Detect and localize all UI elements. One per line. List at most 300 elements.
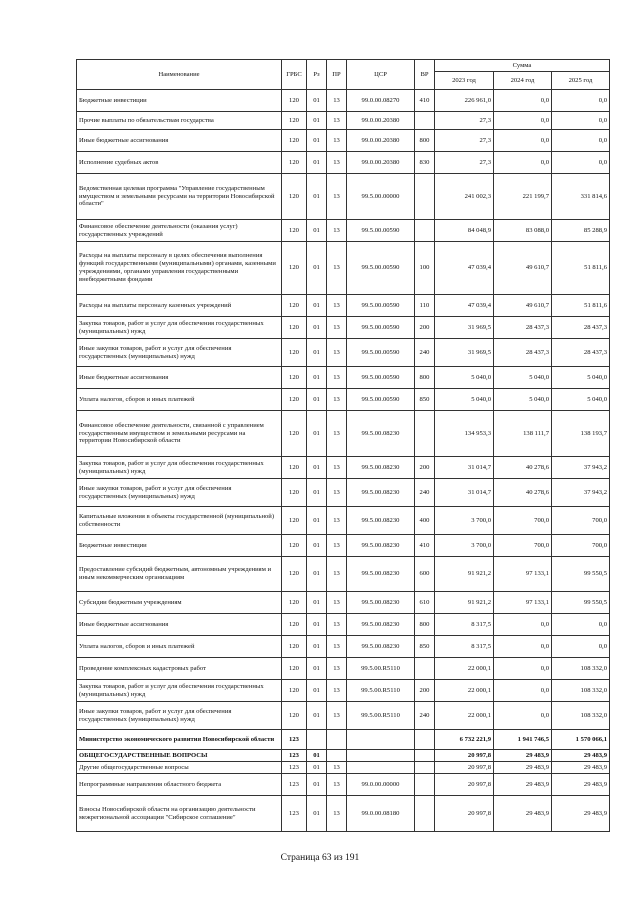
table-cell-vr: 200	[415, 680, 435, 702]
table-cell-name: Другие общегосударственные вопросы	[77, 762, 282, 774]
table-cell-name: Уплата налогов, сборов и иных платежей	[77, 389, 282, 411]
table-cell-2025: 0,0	[552, 636, 610, 658]
table-cell-grbs: 120	[282, 636, 307, 658]
table-cell-rz: 01	[307, 339, 327, 367]
table-cell-name: Расходы на выплаты персоналу казенных учреждений	[77, 295, 282, 317]
table-cell-2024: 0,0	[494, 702, 552, 730]
table-cell-grbs: 120	[282, 317, 307, 339]
table-cell-name: Непрограммные направления областного бюджета	[77, 774, 282, 796]
table-cell-2024: 97 133,1	[494, 592, 552, 614]
table-cell-2023: 3 700,0	[435, 507, 494, 535]
table-cell-pr: 13	[327, 535, 347, 557]
table-cell-name: Бюджетные инвестиции	[77, 535, 282, 557]
table-cell-vr: 410	[415, 90, 435, 112]
table-cell-csr: 99.5.00.08230	[347, 411, 415, 457]
table-cell-2024: 1 941 746,5	[494, 730, 552, 750]
table-cell-2025: 700,0	[552, 507, 610, 535]
table-cell-pr: 13	[327, 317, 347, 339]
table-cell-vr: 400	[415, 507, 435, 535]
table-cell-grbs: 120	[282, 411, 307, 457]
table-cell-grbs: 120	[282, 680, 307, 702]
table-row	[77, 220, 610, 242]
table-cell-name: Расходы на выплаты персоналу в целях обеспечения выполнения функций государственными (муниципальными) органами, казенными учреждениями, органами управления государственными внебюджетными фондами	[77, 242, 282, 295]
table-cell-csr: 99.5.00.00590	[347, 220, 415, 242]
table-cell-2025: 29 483,9	[552, 762, 610, 774]
table-cell-2023: 47 039,4	[435, 295, 494, 317]
table-cell-rz: 01	[307, 479, 327, 507]
table-cell-grbs: 120	[282, 592, 307, 614]
table-cell-name: Финансовое обеспечение деятельности (оказания услуг) государственных учреждений	[77, 220, 282, 242]
table-row	[77, 750, 610, 762]
table-cell-rz: 01	[307, 317, 327, 339]
table-cell-vr	[415, 174, 435, 220]
table-cell-name: Иные бюджетные ассигнования	[77, 614, 282, 636]
table-cell-pr: 13	[327, 479, 347, 507]
table-cell-2023: 20 997,8	[435, 774, 494, 796]
table-cell-2024: 29 483,9	[494, 750, 552, 762]
table-cell-2023: 226 961,0	[435, 90, 494, 112]
table-cell-2023: 20 997,8	[435, 750, 494, 762]
table-cell-csr: 99.5.00.08230	[347, 592, 415, 614]
table-cell-grbs: 120	[282, 479, 307, 507]
table-row	[77, 389, 610, 411]
table-cell-vr	[415, 762, 435, 774]
table-cell-pr: 13	[327, 457, 347, 479]
table-row	[77, 796, 610, 832]
table-cell-rz: 01	[307, 658, 327, 680]
table-cell-pr: 13	[327, 295, 347, 317]
table-cell-rz: 01	[307, 152, 327, 174]
table-cell-2024: 221 199,7	[494, 174, 552, 220]
table-cell-vr	[415, 730, 435, 750]
table-cell-grbs: 120	[282, 90, 307, 112]
table-cell-pr: 13	[327, 152, 347, 174]
table-cell-pr: 13	[327, 507, 347, 535]
table-cell-vr: 240	[415, 339, 435, 367]
table-header	[77, 60, 610, 90]
table-cell-2025: 5 040,0	[552, 367, 610, 389]
table-cell-2024: 0,0	[494, 658, 552, 680]
header-year-2024: 2024 год	[494, 72, 552, 90]
table-row	[77, 636, 610, 658]
table-cell-grbs: 120	[282, 535, 307, 557]
table-cell-2025: 0,0	[552, 152, 610, 174]
table-cell-csr: 99.5.00.00590	[347, 242, 415, 295]
table-cell-2024: 83 088,0	[494, 220, 552, 242]
table-cell-csr: 99.5.00.00590	[347, 339, 415, 367]
table-cell-2025: 0,0	[552, 90, 610, 112]
table-row	[77, 614, 610, 636]
table-cell-vr: 200	[415, 457, 435, 479]
table-cell-name: Министерство экономического развития Новосибирской области	[77, 730, 282, 750]
table-cell-csr: 99.0.00.08180	[347, 796, 415, 832]
table-cell-csr: 99.5.00.R5110	[347, 680, 415, 702]
table-cell-csr: 99.0.00.20380	[347, 152, 415, 174]
table-cell-rz: 01	[307, 680, 327, 702]
table-cell-vr	[415, 658, 435, 680]
table-cell-2024: 0,0	[494, 636, 552, 658]
page-number: Страница 63 из 191	[280, 853, 360, 863]
table-row	[77, 112, 610, 130]
table-row	[77, 557, 610, 592]
table-cell-2025: 0,0	[552, 130, 610, 152]
table-cell-csr: 99.5.00.08230	[347, 557, 415, 592]
table-cell-csr: 99.5.00.08230	[347, 614, 415, 636]
table-row	[77, 592, 610, 614]
table-cell-vr	[415, 112, 435, 130]
table-cell-csr: 99.5.00.08230	[347, 507, 415, 535]
table-cell-2024: 0,0	[494, 614, 552, 636]
table-cell-2024: 28 437,3	[494, 339, 552, 367]
table-row	[77, 702, 610, 730]
table-cell-vr: 850	[415, 389, 435, 411]
table-cell-name: Исполнение судебных актов	[77, 152, 282, 174]
table-cell-2023: 5 040,0	[435, 389, 494, 411]
table-cell-grbs: 120	[282, 658, 307, 680]
table-cell-2023: 31 014,7	[435, 457, 494, 479]
table-row	[77, 174, 610, 220]
table-cell-2023: 27,3	[435, 152, 494, 174]
table-cell-2025: 108 332,0	[552, 658, 610, 680]
table-row	[77, 411, 610, 457]
table-row	[77, 367, 610, 389]
table-cell-grbs: 120	[282, 614, 307, 636]
table-cell-2024: 29 483,9	[494, 774, 552, 796]
table-cell-2025: 28 437,3	[552, 317, 610, 339]
table-cell-2025: 37 943,2	[552, 457, 610, 479]
table-cell-csr: 99.0.00.00000	[347, 774, 415, 796]
table-cell-2023: 31 969,5	[435, 339, 494, 367]
table-cell-pr: 13	[327, 796, 347, 832]
table-cell-rz: 01	[307, 750, 327, 762]
table-cell-2024: 28 437,3	[494, 317, 552, 339]
table-cell-2025: 99 550,5	[552, 557, 610, 592]
table-body	[77, 90, 610, 832]
table-cell-name: Бюджетные инвестиции	[77, 90, 282, 112]
table-cell-vr: 800	[415, 367, 435, 389]
table-cell-2023: 8 317,5	[435, 636, 494, 658]
table-cell-pr: 13	[327, 636, 347, 658]
table-cell-csr: 99.5.00.00590	[347, 367, 415, 389]
table-cell-rz: 01	[307, 774, 327, 796]
table-cell-2023: 20 997,8	[435, 762, 494, 774]
table-cell-pr: 13	[327, 242, 347, 295]
table-cell-pr: 13	[327, 389, 347, 411]
table-cell-rz	[307, 730, 327, 750]
table-cell-2025: 37 943,2	[552, 479, 610, 507]
table-cell-vr: 830	[415, 152, 435, 174]
table-cell-2025: 99 550,5	[552, 592, 610, 614]
table-cell-name: Проведение комплексных кадастровых работ	[77, 658, 282, 680]
table-cell-name: Взносы Новосибирской области на организацию деятельности межрегиональной ассоциации "Сибирское соглашение"	[77, 796, 282, 832]
table-cell-grbs: 120	[282, 389, 307, 411]
table-cell-grbs: 120	[282, 220, 307, 242]
table-cell-pr: 13	[327, 90, 347, 112]
table-cell-name: Иные бюджетные ассигнования	[77, 130, 282, 152]
table-cell-rz: 01	[307, 130, 327, 152]
table-cell-vr	[415, 750, 435, 762]
table-cell-2024: 0,0	[494, 90, 552, 112]
table-cell-pr	[327, 730, 347, 750]
table-cell-vr	[415, 796, 435, 832]
table-cell-csr	[347, 762, 415, 774]
table-cell-csr: 99.5.00.08230	[347, 457, 415, 479]
table-row	[77, 295, 610, 317]
table-cell-2024: 40 278,6	[494, 457, 552, 479]
table-row	[77, 90, 610, 112]
table-cell-vr: 110	[415, 295, 435, 317]
table-cell-grbs: 120	[282, 339, 307, 367]
table-cell-name: Иные закупки товаров, работ и услуг для обеспечения государственных (муниципальных) нужд	[77, 479, 282, 507]
table-row	[77, 774, 610, 796]
table-cell-2024: 0,0	[494, 130, 552, 152]
table-cell-name: Иные бюджетные ассигнования	[77, 367, 282, 389]
table-cell-pr: 13	[327, 112, 347, 130]
table-cell-csr: 99.0.00.20380	[347, 130, 415, 152]
table-cell-2023: 22 000,1	[435, 680, 494, 702]
table-cell-2025: 108 332,0	[552, 680, 610, 702]
table-cell-grbs: 123	[282, 730, 307, 750]
table-cell-csr: 99.5.00.08230	[347, 479, 415, 507]
table-cell-grbs: 123	[282, 774, 307, 796]
table-cell-name: Иные закупки товаров, работ и услуг для обеспечения государственных (муниципальных) нужд	[77, 702, 282, 730]
table-cell-name: ОБЩЕГОСУДАРСТВЕННЫЕ ВОПРОСЫ	[77, 750, 282, 762]
table-cell-2023: 84 048,9	[435, 220, 494, 242]
table-cell-2025: 51 811,6	[552, 295, 610, 317]
table-cell-rz: 01	[307, 367, 327, 389]
table-cell-grbs: 120	[282, 130, 307, 152]
table-cell-csr: 99.5.00.R5110	[347, 658, 415, 680]
table-cell-csr: 99.5.00.00000	[347, 174, 415, 220]
table-cell-rz: 01	[307, 220, 327, 242]
table-cell-rz: 01	[307, 762, 327, 774]
table-cell-rz: 01	[307, 535, 327, 557]
table-cell-rz: 01	[307, 112, 327, 130]
table-row	[77, 535, 610, 557]
table-cell-rz: 01	[307, 242, 327, 295]
table-cell-grbs: 120	[282, 367, 307, 389]
table-cell-rz: 01	[307, 411, 327, 457]
header-grbs: ГРБС	[282, 60, 307, 90]
table-cell-vr: 800	[415, 614, 435, 636]
table-cell-csr: 99.0.00.20380	[347, 112, 415, 130]
table-cell-pr	[327, 750, 347, 762]
table-cell-pr: 13	[327, 339, 347, 367]
table-cell-rz: 01	[307, 796, 327, 832]
table-cell-2025: 700,0	[552, 535, 610, 557]
table-cell-grbs: 120	[282, 557, 307, 592]
table-cell-pr: 13	[327, 658, 347, 680]
table-cell-vr: 600	[415, 557, 435, 592]
table-cell-2023: 241 002,3	[435, 174, 494, 220]
header-year-2025: 2025 год	[552, 72, 610, 90]
table-cell-pr: 13	[327, 762, 347, 774]
table-cell-name: Уплата налогов, сборов и иных платежей	[77, 636, 282, 658]
table-cell-csr: 99.5.00.R5110	[347, 702, 415, 730]
table-cell-grbs: 123	[282, 762, 307, 774]
header-csr: ЦСР	[347, 60, 415, 90]
table-cell-grbs: 123	[282, 750, 307, 762]
table-cell-vr: 200	[415, 317, 435, 339]
table-cell-2023: 134 953,3	[435, 411, 494, 457]
table-row	[77, 479, 610, 507]
table-cell-2024: 49 610,7	[494, 295, 552, 317]
table-cell-grbs: 120	[282, 152, 307, 174]
table-row	[77, 339, 610, 367]
table-cell-name: Предоставление субсидий бюджетным, автономным учреждениям и иным некоммерческим организациям	[77, 557, 282, 592]
table-cell-2025: 29 483,9	[552, 750, 610, 762]
table-cell-rz: 01	[307, 636, 327, 658]
table-cell-2024: 97 133,1	[494, 557, 552, 592]
table-cell-2023: 5 040,0	[435, 367, 494, 389]
table-cell-rz: 01	[307, 614, 327, 636]
table-cell-2025: 0,0	[552, 614, 610, 636]
table-cell-2023: 3 700,0	[435, 535, 494, 557]
table-cell-2024: 29 483,9	[494, 762, 552, 774]
header-year-2023: 2023 год	[435, 72, 494, 90]
table-cell-vr: 240	[415, 479, 435, 507]
header-vr: ВР	[415, 60, 435, 90]
table-cell-rz: 01	[307, 557, 327, 592]
table-cell-pr: 13	[327, 411, 347, 457]
budget-table	[76, 59, 610, 832]
table-cell-2025: 1 570 066,1	[552, 730, 610, 750]
table-cell-csr	[347, 750, 415, 762]
table-cell-2024: 700,0	[494, 507, 552, 535]
table-cell-name: Иные закупки товаров, работ и услуг для обеспечения государственных (муниципальных) нужд	[77, 339, 282, 367]
header-name: Наименование	[77, 60, 282, 90]
table-cell-2023: 31 014,7	[435, 479, 494, 507]
header-rz: Рз	[307, 60, 327, 90]
table-cell-csr	[347, 730, 415, 750]
table-cell-2025: 28 437,3	[552, 339, 610, 367]
table-cell-pr: 13	[327, 614, 347, 636]
table-row	[77, 130, 610, 152]
table-cell-2023: 27,3	[435, 112, 494, 130]
table-cell-vr	[415, 411, 435, 457]
header-sum: Сумма	[435, 60, 610, 72]
table-cell-2025: 51 811,6	[552, 242, 610, 295]
table-cell-2023: 31 969,5	[435, 317, 494, 339]
table-cell-2024: 0,0	[494, 680, 552, 702]
table-cell-2024: 29 483,9	[494, 796, 552, 832]
table-cell-2023: 6 732 221,9	[435, 730, 494, 750]
table-cell-2023: 22 000,1	[435, 702, 494, 730]
table-cell-rz: 01	[307, 90, 327, 112]
table-cell-vr: 610	[415, 592, 435, 614]
table-cell-csr: 99.5.00.08230	[347, 636, 415, 658]
table-cell-rz: 01	[307, 295, 327, 317]
table-cell-csr: 99.5.00.08230	[347, 535, 415, 557]
table-cell-vr	[415, 774, 435, 796]
table-cell-rz: 01	[307, 457, 327, 479]
table-cell-2025: 85 288,9	[552, 220, 610, 242]
table-cell-vr: 850	[415, 636, 435, 658]
table-cell-2024: 0,0	[494, 152, 552, 174]
table-cell-csr: 99.0.00.08270	[347, 90, 415, 112]
table-cell-2023: 91 921,2	[435, 557, 494, 592]
table-cell-grbs: 120	[282, 507, 307, 535]
table-cell-2023: 20 997,8	[435, 796, 494, 832]
table-cell-vr	[415, 220, 435, 242]
table-cell-name: Ведомственная целевая программа "Управление государственным имуществом и земельными ресурсами на территории Новосибирской области"	[77, 174, 282, 220]
table-cell-name: Закупка товаров, работ и услуг для обеспечения государственных (муниципальных) нужд	[77, 317, 282, 339]
table-cell-grbs: 120	[282, 174, 307, 220]
table-cell-2024: 40 278,6	[494, 479, 552, 507]
table-cell-vr: 800	[415, 130, 435, 152]
table-row	[77, 242, 610, 295]
table-cell-name: Финансовое обеспечение деятельности, связанной с управлением государственным имуществом и земельными ресурсами на территории Новосибирской области	[77, 411, 282, 457]
table-row	[77, 730, 610, 750]
table-cell-name: Капитальные вложения в объекты государственной (муниципальной) собственности	[77, 507, 282, 535]
table-cell-2024: 138 111,7	[494, 411, 552, 457]
budget-page	[76, 59, 609, 832]
table-cell-2024: 0,0	[494, 112, 552, 130]
table-cell-grbs: 123	[282, 796, 307, 832]
table-cell-2023: 47 039,4	[435, 242, 494, 295]
table-cell-pr: 13	[327, 130, 347, 152]
table-cell-2025: 108 332,0	[552, 702, 610, 730]
table-row	[77, 680, 610, 702]
table-cell-2025: 331 814,6	[552, 174, 610, 220]
table-cell-2024: 700,0	[494, 535, 552, 557]
table-cell-name: Прочие выплаты по обязательствам государства	[77, 112, 282, 130]
table-cell-vr: 100	[415, 242, 435, 295]
table-cell-grbs: 120	[282, 702, 307, 730]
table-cell-grbs: 120	[282, 295, 307, 317]
table-cell-grbs: 120	[282, 242, 307, 295]
table-cell-rz: 01	[307, 592, 327, 614]
table-cell-pr: 13	[327, 774, 347, 796]
table-cell-name: Субсидии бюджетным учреждениям	[77, 592, 282, 614]
header-pr: ПР	[327, 60, 347, 90]
table-cell-2025: 29 483,9	[552, 796, 610, 832]
table-cell-pr: 13	[327, 367, 347, 389]
table-cell-pr: 13	[327, 680, 347, 702]
table-cell-2024: 49 610,7	[494, 242, 552, 295]
table-cell-2023: 8 317,5	[435, 614, 494, 636]
table-row	[77, 762, 610, 774]
table-cell-2023: 91 921,2	[435, 592, 494, 614]
table-cell-2024: 5 040,0	[494, 367, 552, 389]
table-cell-grbs: 120	[282, 457, 307, 479]
table-cell-pr: 13	[327, 220, 347, 242]
table-cell-2025: 138 193,7	[552, 411, 610, 457]
table-row	[77, 317, 610, 339]
table-row	[77, 457, 610, 479]
table-cell-2025: 29 483,9	[552, 774, 610, 796]
table-cell-2025: 5 040,0	[552, 389, 610, 411]
table-row	[77, 507, 610, 535]
table-cell-pr: 13	[327, 702, 347, 730]
table-cell-vr: 410	[415, 535, 435, 557]
table-cell-pr: 13	[327, 557, 347, 592]
table-cell-csr: 99.5.00.00590	[347, 295, 415, 317]
table-cell-2025: 0,0	[552, 112, 610, 130]
table-cell-rz: 01	[307, 507, 327, 535]
table-cell-2023: 27,3	[435, 130, 494, 152]
table-cell-csr: 99.5.00.00590	[347, 389, 415, 411]
table-cell-rz: 01	[307, 174, 327, 220]
table-cell-2024: 5 040,0	[494, 389, 552, 411]
table-cell-2023: 22 000,1	[435, 658, 494, 680]
table-cell-name: Закупка товаров, работ и услуг для обеспечения государственных (муниципальных) нужд	[77, 457, 282, 479]
table-cell-name: Закупка товаров, работ и услуг для обеспечения государственных (муниципальных) нужд	[77, 680, 282, 702]
table-row	[77, 658, 610, 680]
table-row	[77, 152, 610, 174]
table-cell-csr: 99.5.00.00590	[347, 317, 415, 339]
table-cell-vr: 240	[415, 702, 435, 730]
